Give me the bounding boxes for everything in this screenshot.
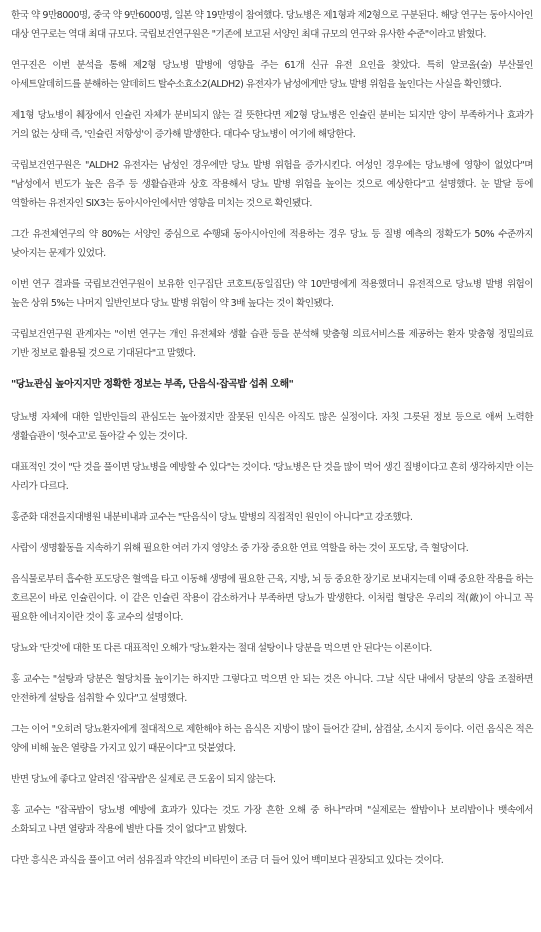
article-paragraph: 홍 교수는 "설탕과 당분은 혈당치를 높이기는 하지만 그렇다고 먹으면 안 되는 것은 아니다. 그날 식단 내에서 당분의 양을 조절하면 안전하게 설탕을 섭취할 수 있다"고 설명했다.: [11, 674, 533, 704]
article-paragraph: 대표적인 것이 "단 것을 풀이면 당뇨병을 예방할 수 있다"는 것이다. '당뇨병은 단 것을 많이 먹어 생긴 질병이다고 흔히 생각하지만 이는 사리가 다르다.: [11, 462, 533, 492]
article-paragraph: 국립보건연구원은 "ALDH2 유전자는 남성인 경우에만 당뇨 발병 위험을 증가시킨다. 여성인 경우에는 당뇨병에 영향이 없었다"며 "남성에서 빈도가 높은 음주 등 생활습관과 상호 작용해서 당뇨 발병 위험을 높이는 것으로 예상한다"고 설명했다. 눈 발달 등에 역할하는 유전자인 SIX3는 동아시아인에서만 영향을 미치는 것으로 확인됐다.: [11, 160, 533, 209]
article-paragraph: 연구진은 이번 분석을 통해 제2형 당뇨병 발병에 영향을 주는 61개 신규 유전 요인을 찾았다. 특히 알코올(술) 부산물인 아세트알데히드를 분해하는 알데히드 탈수소효소2(ALDH2) 유전자가 남성에게만 당뇨 발병 위험을 높인다는 사실을 확인했다.: [11, 60, 533, 90]
article-paragraph: 음식물로부터 흡수한 포도당은 혈액을 타고 이동해 생명에 필요한 근육, 지방, 뇌 등 중요한 장기로 보내지는데 이때 중요한 작용을 하는 호르몬이 바로 인슐린이다. 이 같은 인슐린 작용이 감소하거나 부족하면 당뇨가 발생한다. 이처럼 혈당은 우리의 적(敵)이 아니고 꼭 필요한 에너지이란 것이 홍 교수의 설명이다.: [11, 574, 533, 623]
article-paragraph: 이번 연구 결과를 국립보건연구원이 보유한 인구집단 코호트(동일집단) 약 10만명에게 적용했더니 유전적으로 당뇨병 발병 위험이 높은 상위 5%는 나머지 일반인보다 당뇨 발병 위험이 약 3배 높다는 것이 확인됐다.: [11, 279, 533, 309]
article-paragraph: 국립보건연구원 관계자는 "이번 연구는 개인 유전체와 생활 습관 등을 분석해 맞춤형 의료서비스를 제공하는 환자 맞춤형 정밀의료 기반 정보로 활용될 것으로 기대된다"고 말했다.: [11, 329, 533, 359]
article-paragraph: 사람이 생명활동을 지속하기 위해 필요한 여러 가지 영양소 중 가장 중요한 연료 역할을 하는 것이 포도당, 즉 혈당이다.: [11, 543, 469, 554]
article-paragraph: 반면 당뇨에 좋다고 알려진 '잡곡밥'은 실제로 큰 도움이 되지 않는다.: [11, 774, 276, 785]
article-paragraph: 당뇨병 자체에 대한 일반인들의 관심도는 높아졌지만 잘못된 인식은 아직도 많은 실정이다. 자칫 그릇된 정보 등으로 애써 노력한 생활습관이 '헛수고'로 돌아갈 수 있는 것이다.: [11, 412, 533, 442]
article-paragraph: 홍준화 대전을지대병원 내분비내과 교수는 "단음식이 당뇨 발병의 직접적인 원인이 아니다"고 강조했다.: [11, 512, 413, 523]
article-paragraph: 홍 교수는 "잡곡밥이 당뇨병 예방에 효과가 있다는 것도 가장 흔한 오해 중 하나"라며 "실제로는 쌀밥이나 보리밥이나 뱃속에서 소화되고 나면 열량과 작용에 별반 다를 것이 없다"고 밝혔다.: [11, 805, 533, 835]
article-paragraph: 한국 약 9만8000명, 중국 약 9만6000명, 일본 약 19만명이 참여했다. 당뇨병은 제1형과 제2형으로 구분된다. 해당 연구는 동아시아인 대상 연구로는 역대 최대 규모다. 국립보건연구원은 "기존에 보고된 서양인 최대 규모의 연구와 유사한 수준"이라고 밝혔다.: [11, 10, 533, 40]
article-paragraph: 당뇨와 '단것'에 대한 또 다른 대표적인 오해가 '당뇨환자는 절대 설탕이나 당분을 먹으면 안 된다'는 이론이다.: [11, 643, 432, 654]
article-paragraph: 그는 이어 "오히려 당뇨환자에게 절대적으로 제한해야 하는 음식은 지방이 많이 들어간 갈비, 삼겹살, 소시지 등이다. 이런 음식은 적은 양에 비해 높은 열량을 가지고 있기 때문이다"고 덧붙였다.: [11, 724, 533, 754]
article-paragraph: 그간 유전체연구의 약 80%는 서양인 중심으로 수행돼 동아시아인에 적용하는 경우 당뇨 등 질병 예측의 정확도가 50% 수준까지 낮아지는 문제가 있었다.: [11, 229, 533, 259]
article-paragraph: 제1형 당뇨병이 췌장에서 인슐린 자체가 분비되지 않는 걸 뜻한다면 제2형 당뇨병은 인슐린 분비는 되지만 양이 부족하거나 효과가 거의 없는 상태 즉, '인슐린 저항성'이 증가해 발생한다. 대다수 당뇨병이 여기에 해당한다.: [11, 110, 533, 140]
article-subheading: "당뇨관심 높아지지만 정확한 정보는 부족, 단음식·잡곡밥 섭취 오해": [11, 379, 294, 390]
article-paragraph: 다만 흥식은 과식을 풀이고 여러 섬유질과 약간의 비타민이 조금 더 들어 있어 백미보다 권장되고 있다는 것이다.: [11, 855, 444, 866]
